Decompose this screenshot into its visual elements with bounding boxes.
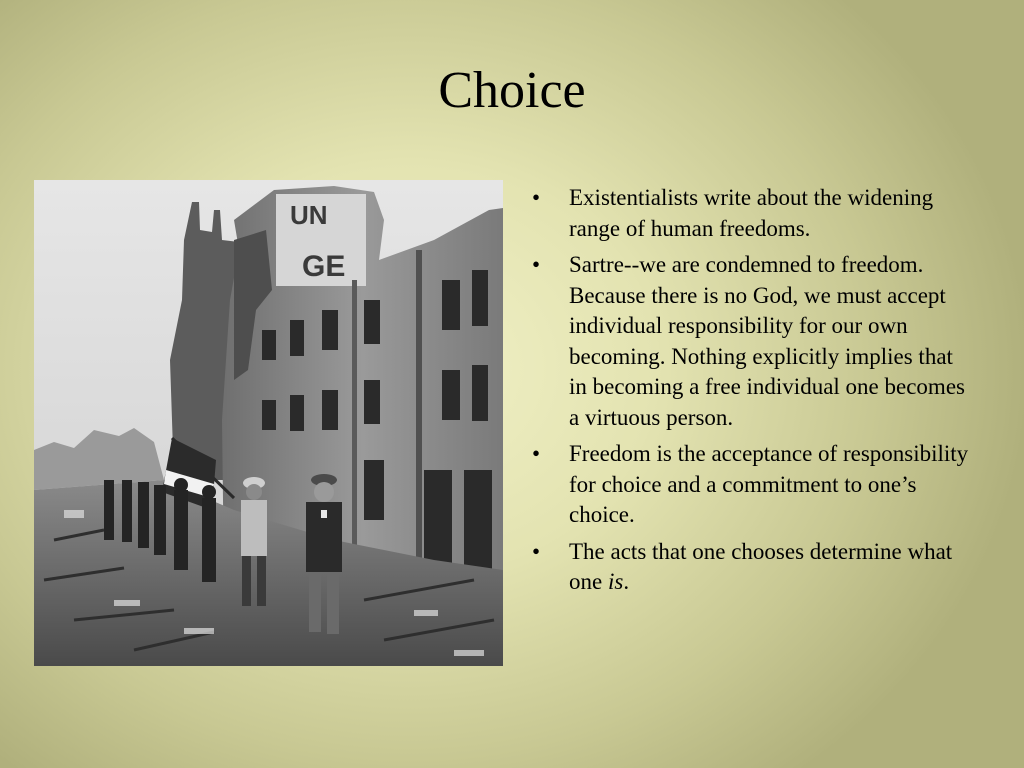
bullet-marker: • (532, 441, 541, 466)
bullet-text: Existentialists write about the widening range of human freedoms. (569, 185, 934, 241)
bullet-text: The acts that one chooses determine what one is. (569, 538, 953, 594)
bullet-text: Sartre--we are condemned to freedom. Because there is no God, we must accept individual responsibility for our own becoming. Nothing explicitly implies that in becoming a free individual one becomes a virtuous person. (569, 252, 965, 430)
bullet-item-1 (532, 183, 972, 244)
emphasis-is: is (607, 569, 624, 594)
sign-text-line2: GE (302, 250, 346, 283)
slide-title: Choice (438, 62, 586, 119)
bullet-list (532, 183, 972, 604)
bullet-marker: • (532, 185, 541, 210)
photo-icon (34, 180, 503, 666)
bullet-text: Freedom is the acceptance of responsibility for choice and a commitment to one’s choice. (569, 441, 969, 527)
sign-text-line1: UN (290, 200, 328, 230)
bullet-marker: • (532, 538, 541, 564)
bullet-item-4 (532, 537, 972, 598)
wartime-ruins-photo (34, 180, 503, 666)
bullet-item-2 (532, 250, 972, 433)
bullet-item-3 (532, 439, 972, 531)
bullet-marker: • (532, 252, 541, 277)
